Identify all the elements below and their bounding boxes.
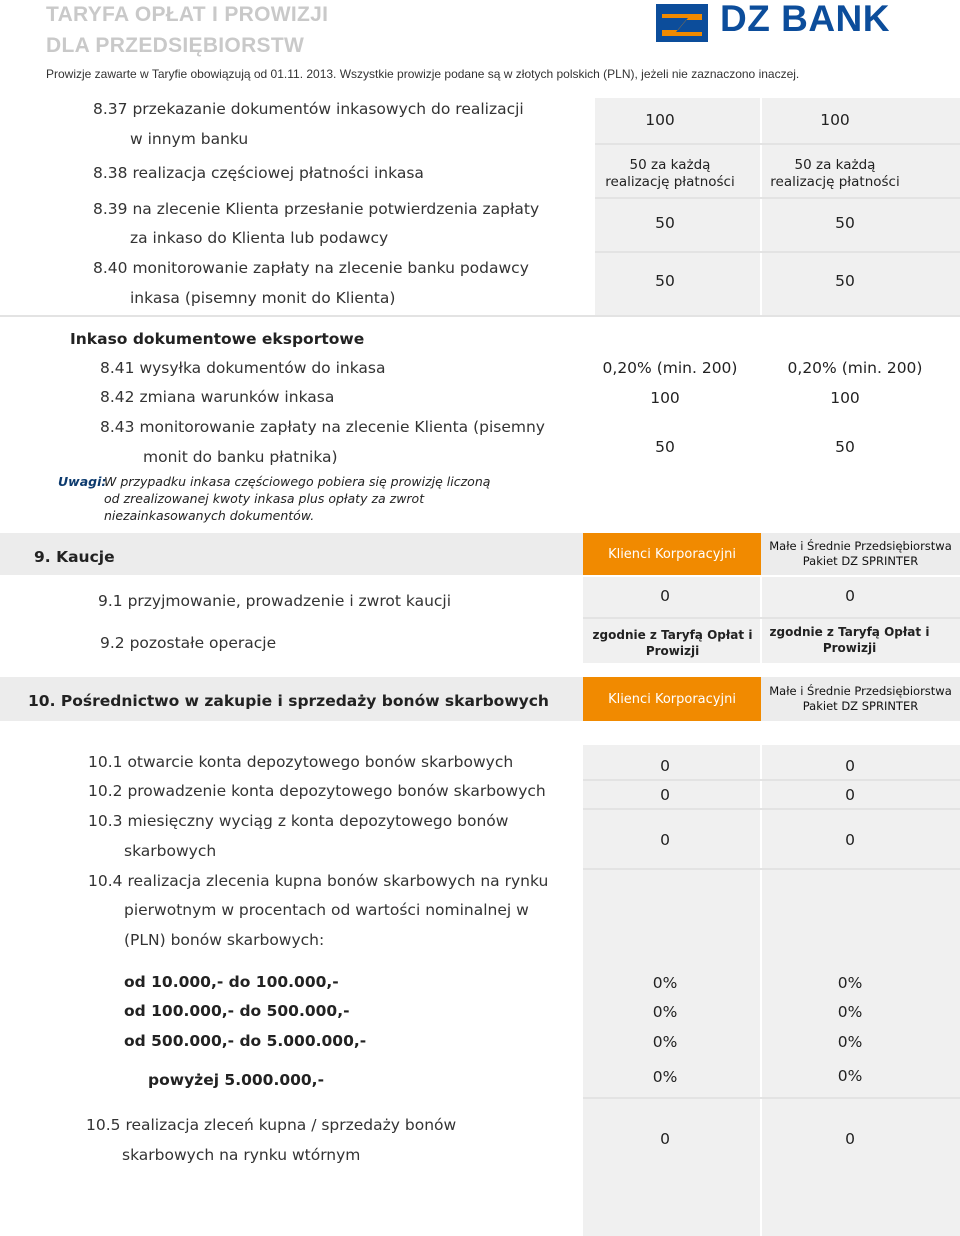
row-10-5-value-sme: 0 [845, 1130, 855, 1148]
row-8-38-value-corporate-b: realizację płatności [605, 174, 735, 190]
row-8-42-label: 8.42 zmiana warunków inkasa [100, 388, 335, 406]
section-9-col-corporate-label: Klienci Korporacyjni [608, 546, 736, 562]
row-8-39-value-sme: 50 [835, 214, 855, 232]
row-divider [583, 779, 960, 781]
page-subtitle: Prowizje zawarte w Taryfie obowiązują od 01.11. 2013. Wszystkie prowizje podane są w złotych polskich (PLN), jeżeli nie zaznaczono inaczej. [46, 67, 800, 81]
tier-2-value-corporate: 0% [652, 1003, 678, 1021]
row-8-38-label: 8.38 realizacja częściowej płatności inkasa [93, 164, 424, 182]
column-divider [760, 98, 762, 316]
row-8-39-label-a: 8.39 na zlecenie Klienta przesłanie potwierdzenia zapłaty [93, 200, 540, 218]
dz-bank-logo [656, 2, 912, 44]
tier-1-label: od 10.000,- do 100.000,- [124, 973, 339, 991]
row-10-3-label-b: skarbowych [124, 842, 217, 860]
row-9-2-value-corporate-b: Prowizji [645, 644, 700, 658]
row-10-4-label-a: 10.4 realizacja zlecenia kupna bonów skarbowych na rynku [88, 872, 549, 890]
row-9-2-value-corporate-a: zgodnie z Taryfą Opłat i [592, 628, 753, 642]
row-divider [595, 143, 960, 145]
column-divider [760, 745, 762, 1236]
section-10-col-corporate [583, 677, 761, 721]
row-8-38-value-sme-a: 50 za każdą [794, 157, 876, 173]
dz-bank-logo-text: DZ BANK [720, 0, 890, 39]
row-10-3-value-corporate: 0 [660, 831, 670, 849]
section-10-title: 10. Pośrednictwo w zakupie i sprzedaży bonów skarbowych [28, 692, 549, 710]
row-10-4-label-b: pierwotnym w procentach od wartości nominalnej w [124, 901, 529, 919]
note-line-3: niezainkasowanych dokumentów. [104, 508, 315, 523]
row-9-1-value-sme: 0 [845, 587, 855, 605]
row-8-39-label-b: za inkaso do Klienta lub podawcy [130, 229, 389, 247]
row-8-39-value-corporate: 50 [655, 214, 675, 232]
row-8-40-label-a: 8.40 monitorowanie zapłaty na zlecenie banku podawcy [93, 259, 529, 277]
row-8-37-value-corporate: 100 [645, 111, 675, 129]
row-divider [583, 868, 960, 870]
row-divider [0, 315, 960, 317]
section-9-title: 9. Kaucje [34, 548, 115, 566]
row-10-5-label-a: 10.5 realizacja zleceń kupna / sprzedaży bonów [86, 1116, 457, 1134]
section-10-col-sme-label-b: Pakiet DZ SPRINTER [802, 699, 919, 713]
row-8-37-value-sme: 100 [820, 111, 850, 129]
row-8-37-label-a: 8.37 przekazanie dokumentów inkasowych do realizacji [93, 100, 524, 118]
row-10-4-label-c: (PLN) bonów skarbowych: [124, 931, 325, 949]
row-8-41-label: 8.41 wysyłka dokumentów do inkasa [100, 359, 386, 377]
tier-3-label: od 500.000,- do 5.000.000,- [124, 1032, 367, 1050]
row-divider [595, 251, 960, 253]
row-8-42-value-sme: 100 [830, 389, 860, 407]
page-title-line2: DLA PRZEDSIĘBIORSTW [46, 34, 305, 57]
section-9-col-sme [761, 533, 960, 575]
section-10-col-corporate-label: Klienci Korporacyjni [608, 691, 736, 707]
row-10-1-label: 10.1 otwarcie konta depozytowego bonów skarbowych [88, 753, 514, 771]
section-10-col-sme-label-a: Małe i Średnie Przedsiębiorstwa [769, 684, 952, 698]
section-9-col-corporate [583, 533, 761, 575]
tier-1-value-corporate: 0% [652, 974, 678, 992]
tier-4-value-corporate: 0% [652, 1068, 678, 1086]
row-divider [583, 1097, 960, 1099]
note-line-2: od zrealizowanej kwoty inkasa plus opłaty za zwrot [104, 491, 425, 506]
row-10-3-value-sme: 0 [845, 831, 855, 849]
row-8-38-value-sme-b: realizację płatności [770, 174, 900, 190]
row-9-1-label: 9.1 przyjmowanie, prowadzenie i zwrot kaucji [98, 592, 452, 610]
row-9-2-value-sme-b: Prowizji [822, 641, 877, 655]
export-collection-heading: Inkaso dokumentowe eksportowe [70, 330, 365, 348]
tier-1-value-sme: 0% [837, 974, 863, 992]
row-10-5-label-b: skarbowych na rynku wtórnym [122, 1146, 361, 1164]
tier-4-label: powyżej 5.000.000,- [148, 1071, 325, 1089]
row-8-43-value-sme: 50 [835, 438, 855, 456]
row-8-43-value-corporate: 50 [655, 438, 675, 456]
row-9-2-label: 9.2 pozostałe operacje [100, 634, 277, 652]
row-8-40-label-b: inkasa (pisemny monit do Klienta) [130, 289, 396, 307]
note-line-1: W przypadku inkasa częściowego pobiera się prowizję liczoną [104, 474, 491, 489]
note-label: Uwagi: [58, 474, 107, 489]
row-9-2-value-sme-a: zgodnie z Taryfą Opłat i [769, 625, 930, 639]
row-8-40-value-sme: 50 [835, 272, 855, 290]
row-divider [583, 617, 960, 619]
row-8-40-value-corporate: 50 [655, 272, 675, 290]
row-8-43-label-a: 8.43 monitorowanie zapłaty na zlecenie Klienta (pisemny [100, 418, 545, 436]
row-8-43-label-b: monit do banku płatnika) [143, 448, 338, 466]
row-9-1-value-corporate: 0 [660, 587, 670, 605]
tier-4-value-sme: 0% [837, 1067, 863, 1085]
row-10-2-label: 10.2 prowadzenie konta depozytowego bonów skarbowych [88, 782, 546, 800]
row-8-42-value-corporate: 100 [650, 389, 680, 407]
row-10-3-label-a: 10.3 miesięczny wyciąg z konta depozytowego bonów [88, 812, 509, 830]
tier-2-value-sme: 0% [837, 1003, 863, 1021]
row-8-37-label-b: w innym banku [130, 130, 249, 148]
page-title-line1: TARYFA OPŁAT I PROWIZJI [46, 3, 329, 26]
row-10-5-value-corporate: 0 [660, 1130, 670, 1148]
tier-3-value-sme: 0% [837, 1033, 863, 1051]
row-divider [595, 197, 960, 199]
row-8-38-value-corporate-a: 50 za każdą [629, 157, 711, 173]
row-8-41-value-sme: 0,20% (min. 200) [787, 359, 923, 377]
tier-2-label: od 100.000,- do 500.000,- [124, 1002, 350, 1020]
row-10-2-value-corporate: 0 [660, 786, 670, 804]
row-10-1-value-sme: 0 [845, 757, 855, 775]
tier-3-value-corporate: 0% [652, 1033, 678, 1051]
section-10-col-sme [761, 677, 960, 721]
row-divider [583, 808, 960, 810]
dz-bank-logo-icon [656, 4, 708, 42]
section-9-col-sme-label-a: Małe i Średnie Przedsiębiorstwa [769, 539, 952, 553]
section-9-col-sme-label-b: Pakiet DZ SPRINTER [802, 554, 919, 568]
row-10-1-value-corporate: 0 [660, 757, 670, 775]
row-10-2-value-sme: 0 [845, 786, 855, 804]
column-divider [760, 577, 762, 663]
row-8-41-value-corporate: 0,20% (min. 200) [602, 359, 738, 377]
